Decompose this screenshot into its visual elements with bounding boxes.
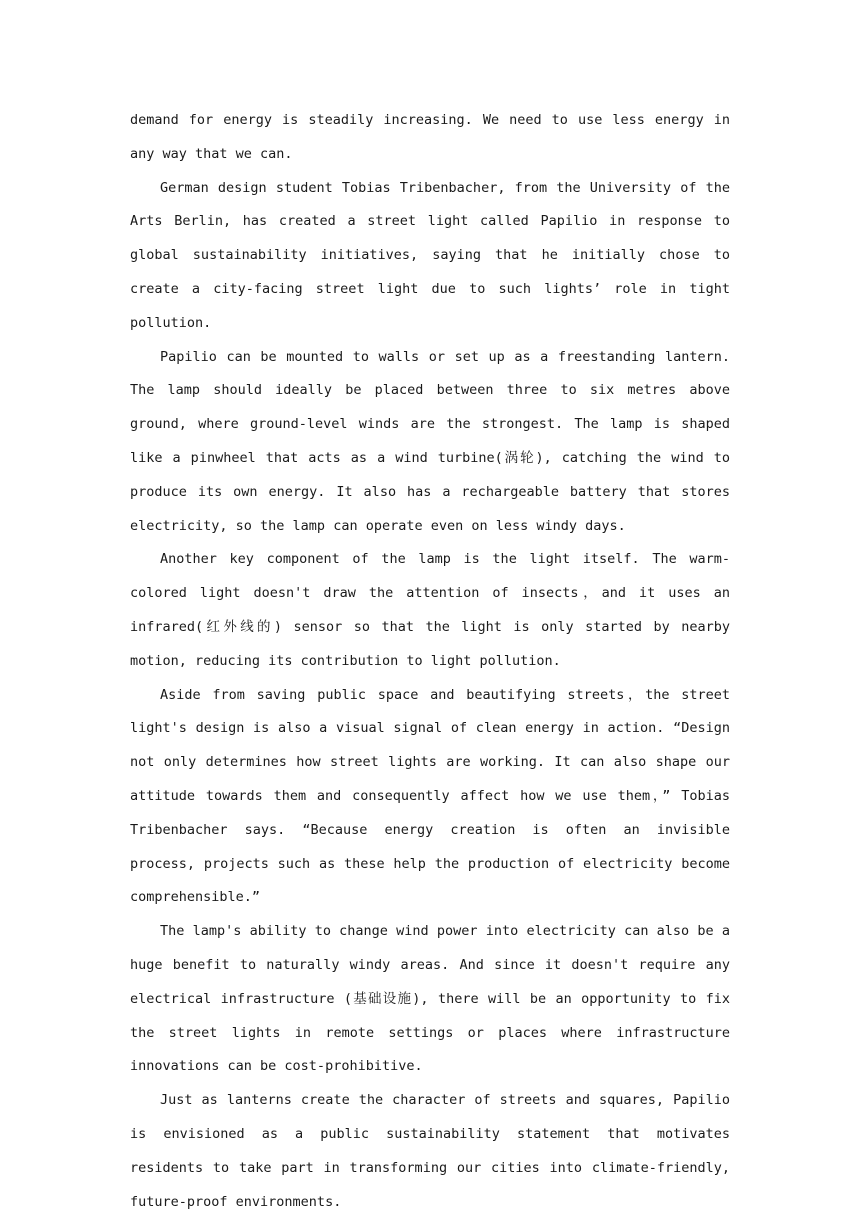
paragraph-windy-areas: The lamp's ability to change wind power into electricity can also be a huge benefit to naturally windy areas. And since it doesn't require any electrical infrastructure (基础设施), there will be an opportunity to fix the street lights in remote settings or places where infrastructure innovations can be cost-prohibitive. — [130, 923, 730, 1075]
paragraph-light-sensor: Another key component of the lamp is the light itself. The warm-colored light doesn't draw the attention of insects，and it uses an infrared(红外线的) sensor so that the light is only started by nearby motion, reducing its contribution to light pollution. — [130, 551, 730, 669]
paragraph-energy-demand: demand for energy is steadily increasing. We need to use less energy in any way that we can. — [130, 112, 730, 162]
paragraph-sustainability-statement: Just as lanterns create the character of streets and squares, Papilio is envisioned as a public sustainability statement that motivates residents to take part in transforming our cities into climate-friendly, future-proof environments. — [130, 1092, 730, 1210]
paragraph-design-quote: Aside from saving public space and beautifying streets，the street light's design is also a visual signal of clean energy in action. “Design not only determines how street lights are working. It can also shape our attitude towards them and consequently affect how we use them，” Tobias Tribenbacher says. “Because energy creation is often an invisible process, projects such as these help the production of electricity become comprehensible.” — [130, 686, 730, 906]
paragraph-mounting-turbine: Papilio can be mounted to walls or set up as a freestanding lantern. The lamp should ideally be placed between three to six metres above ground, where ground-level winds are the strongest. The lamp is shaped like a pinwheel that acts as a wind turbine(涡轮), catching the wind to produce its own energy. It also has a rechargeable battery that stores electricity, so the lamp can operate even on less windy days. — [130, 348, 730, 534]
paragraph-papilio-intro: German design student Tobias Tribenbacher, from the University of the Arts Berlin, has created a street light called Papilio in response to global sustainability initiatives, saying that he initially chose to create a city-facing street light due to such lights’ role in tight pollution. — [130, 179, 730, 331]
document-body — [130, 104, 730, 1219]
